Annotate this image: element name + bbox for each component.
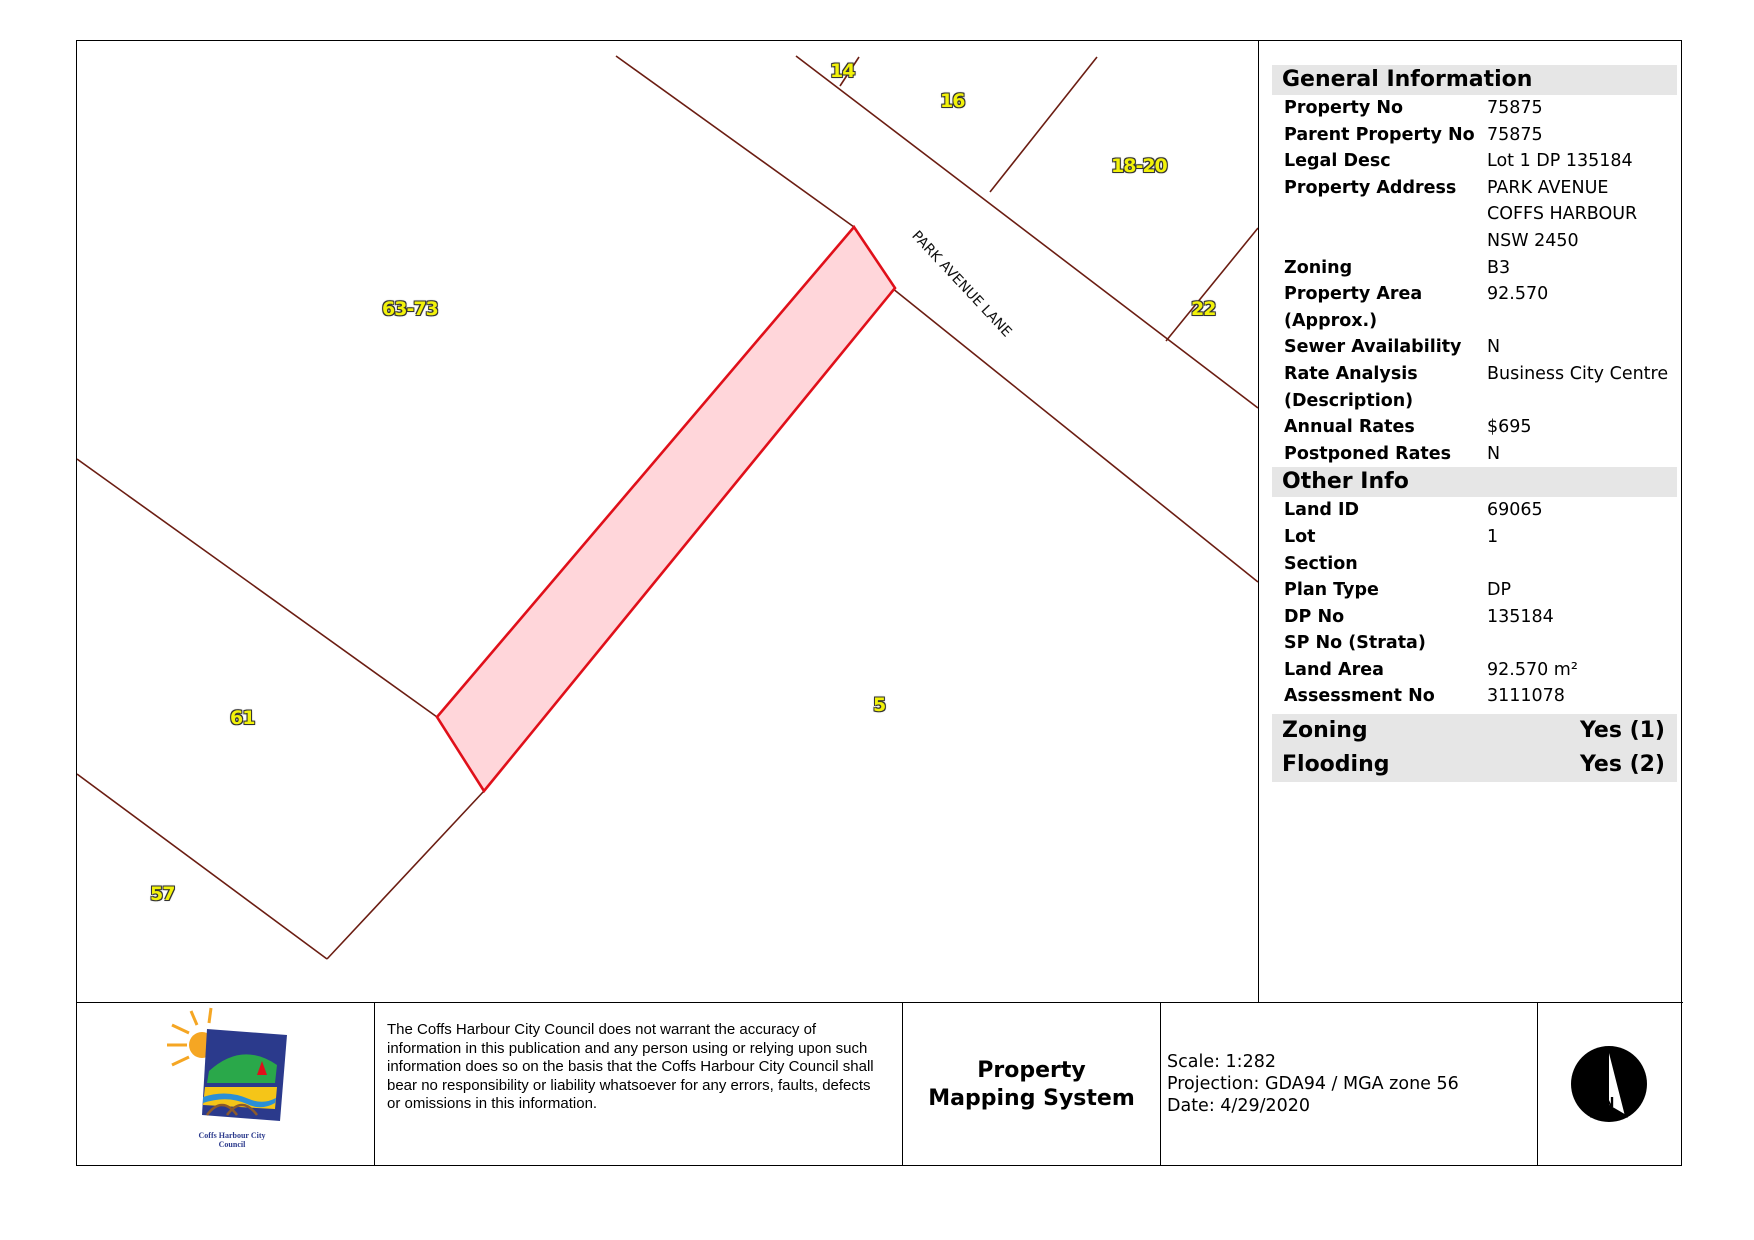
lot-label: 22 xyxy=(1191,298,1216,320)
info-row: Plan Type DP xyxy=(1284,580,1512,601)
other-info-list xyxy=(1272,497,1677,710)
map-view[interactable] xyxy=(77,41,1259,1002)
disclaimer-text: The Coffs Harbour City Council does not warrant the accuracy of information in this publication and any person using or relying upon such information does so on the basis that the Coffs Harbour City Council shall bear no responsibility or liability whatsoever for any errors, faults, defects or omissions in this information. xyxy=(375,1003,903,1166)
info-row: DP No 135184 xyxy=(1284,606,1554,627)
boundary-line xyxy=(327,791,484,959)
flooding-summary-row[interactable]: Flooding Yes (2) xyxy=(1272,748,1677,782)
lot-label: 14 xyxy=(830,60,855,82)
info-row: Lot 1 xyxy=(1284,526,1499,547)
lot-label: 57 xyxy=(150,883,175,905)
info-row: Annual Rates $695 xyxy=(1284,417,1532,438)
boundary-line xyxy=(796,56,1258,408)
info-row: Assessment No 3111078 xyxy=(1284,686,1565,707)
info-row: Rate Analysis (Description) Business City Centre xyxy=(1284,363,1669,411)
info-row: Land Area 92.570 m² xyxy=(1284,659,1578,680)
map-sheet xyxy=(76,40,1682,1166)
info-row: Sewer Availability N xyxy=(1284,337,1501,358)
lot-label: 61 xyxy=(230,707,255,729)
info-row: Property Area (Approx.) 92.570 xyxy=(1284,284,1549,331)
footer-bar xyxy=(77,1002,1683,1165)
boundary-line xyxy=(990,57,1097,192)
north-arrow-icon xyxy=(1538,1003,1681,1166)
street-label-park-avenue-lane: PARK AVENUE LANE xyxy=(908,228,1015,341)
info-row: Property No 75875 xyxy=(1284,98,1543,118)
lot-label: 5 xyxy=(873,694,886,716)
logo-caption: Coffs Harbour City Council xyxy=(198,1131,266,1149)
info-row: SP No (Strata) xyxy=(1284,633,1426,654)
info-row: Postponed Rates N xyxy=(1284,443,1501,464)
boundary-line xyxy=(1166,228,1258,341)
boundary-line xyxy=(77,774,327,959)
general-information-list xyxy=(1272,95,1677,467)
lot-label: 18-20 xyxy=(1111,155,1167,177)
info-row: Parent Property No 75875 xyxy=(1284,124,1543,145)
lot-label: 63-73 xyxy=(382,298,438,320)
cadastral-map xyxy=(77,41,1258,1002)
date-text: Date: 4/29/2020 xyxy=(1167,1096,1311,1116)
north-label: N xyxy=(1603,1096,1615,1111)
info-row: Section xyxy=(1284,553,1358,574)
property-info-panel xyxy=(1272,65,1677,782)
general-information-heading: General Information xyxy=(1272,65,1677,95)
scale-text: Scale: 1:282 xyxy=(1167,1052,1276,1072)
boundary-line xyxy=(892,288,1258,582)
info-row: Property Address PARK AVENUE COFFS HARBOUR NSW 2450 xyxy=(1284,177,1638,251)
system-title: Property Mapping System xyxy=(903,1003,1161,1166)
info-row: Zoning B3 xyxy=(1284,257,1511,278)
zoning-summary-row[interactable]: Zoning Yes (1) xyxy=(1272,714,1677,748)
other-info-heading: Other Info xyxy=(1272,467,1677,497)
subject-lot-highlight[interactable] xyxy=(437,227,895,791)
lot-label: 16 xyxy=(940,90,965,112)
council-logo xyxy=(77,1003,375,1166)
boundary-line xyxy=(616,56,854,227)
info-row: Land ID 69065 xyxy=(1284,500,1543,521)
boundary-line xyxy=(77,459,437,717)
map-metadata xyxy=(1161,1003,1538,1166)
projection-text: Projection: GDA94 / MGA zone 56 xyxy=(1167,1074,1459,1094)
info-row: Legal Desc Lot 1 DP 135184 xyxy=(1284,151,1633,172)
